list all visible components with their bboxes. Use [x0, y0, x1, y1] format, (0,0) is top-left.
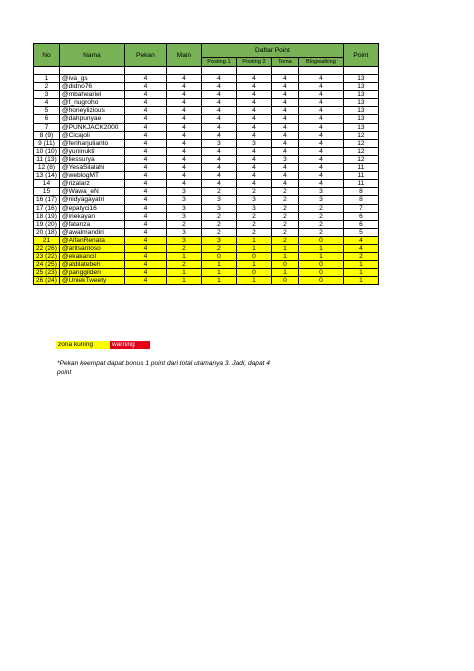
cell-blogwalking: 4	[298, 107, 343, 115]
header-tema: Tema	[271, 58, 298, 67]
cell-pekan: 4	[124, 212, 166, 220]
cell-point: 13	[343, 115, 378, 123]
cell-blogwalking: 1	[298, 253, 343, 261]
cell-no: 17 (16)	[34, 204, 60, 212]
cell-pekan: 4	[124, 107, 166, 115]
cell-nama: @awalmandiri	[59, 228, 124, 236]
cell-tema: 1	[271, 244, 298, 252]
cell-posting-2: 4	[236, 164, 271, 172]
cell-posting-1: 2	[201, 212, 236, 220]
cell-no: 14	[34, 180, 60, 188]
cell-pekan: 4	[124, 236, 166, 244]
cell-no: 2	[34, 83, 60, 91]
cell-posting-1: 1	[201, 261, 236, 269]
blank-cell	[59, 67, 124, 75]
cell-blogwalking: 4	[298, 99, 343, 107]
cell-no: 24 (25)	[34, 261, 60, 269]
cell-posting-2: 2	[236, 220, 271, 228]
cell-nama: @panggilden	[59, 269, 124, 277]
cell-tema: 1	[271, 253, 298, 261]
cell-posting-1: 4	[201, 155, 236, 163]
cell-nama: @YesaSilalahi	[59, 164, 124, 172]
cell-posting-2: 1	[236, 261, 271, 269]
cell-pekan: 4	[124, 180, 166, 188]
cell-no: 18 (19)	[34, 212, 60, 220]
cell-blogwalking: 1	[298, 244, 343, 252]
cell-point: 2	[343, 253, 378, 261]
cell-tema: 4	[271, 180, 298, 188]
cell-posting-1: 1	[201, 277, 236, 285]
cell-posting-2: 4	[236, 83, 271, 91]
cell-posting-2: 1	[236, 244, 271, 252]
cell-point: 7	[343, 204, 378, 212]
cell-blogwalking: 3	[298, 196, 343, 204]
cell-no: 19 (20)	[34, 220, 60, 228]
table-row	[34, 83, 379, 91]
cell-main: 4	[166, 99, 201, 107]
cell-posting-1: 2	[201, 228, 236, 236]
cell-point: 13	[343, 107, 378, 115]
cell-point: 13	[343, 83, 378, 91]
cell-posting-2: 4	[236, 147, 271, 155]
cell-nama: @ekakancil	[59, 253, 124, 261]
cell-blogwalking: 0	[298, 277, 343, 285]
footnote: *Pekan keempat dapat bonus 1 point dari total utamanya 3. Jadi, dapat 4 point	[57, 360, 270, 376]
cell-posting-1: 4	[201, 115, 236, 123]
cell-pekan: 4	[124, 172, 166, 180]
cell-point: 6	[343, 220, 378, 228]
cell-main: 3	[166, 188, 201, 196]
cell-blogwalking: 4	[298, 75, 343, 83]
cell-nama: @didno76	[59, 83, 124, 91]
cell-main: 2	[166, 220, 201, 228]
cell-blogwalking: 4	[298, 131, 343, 139]
header-point: Point	[343, 44, 378, 67]
cell-no: 1	[34, 75, 60, 83]
table-row	[34, 277, 379, 285]
cell-blogwalking: 2	[298, 228, 343, 236]
cell-nama: @epatyci16	[59, 204, 124, 212]
cell-tema: 4	[271, 91, 298, 99]
cell-tema: 0	[271, 277, 298, 285]
cell-main: 3	[166, 196, 201, 204]
cell-posting-1: 2	[201, 188, 236, 196]
cell-posting-2: 4	[236, 123, 271, 131]
table-row	[34, 244, 379, 252]
cell-posting-1: 4	[201, 131, 236, 139]
cell-posting-1: 2	[201, 220, 236, 228]
cell-pekan: 4	[124, 123, 166, 131]
cell-no: 21	[34, 236, 60, 244]
cell-no: 4	[34, 99, 60, 107]
cell-blogwalking: 4	[298, 139, 343, 147]
cell-blogwalking: 4	[298, 180, 343, 188]
header-posting-2: Posting 2	[236, 58, 271, 67]
cell-posting-1: 4	[201, 172, 236, 180]
cell-point: 13	[343, 75, 378, 83]
cell-main: 4	[166, 107, 201, 115]
cell-nama: @mbaheariel	[59, 91, 124, 99]
cell-posting-1: 3	[201, 196, 236, 204]
cell-pekan: 4	[124, 261, 166, 269]
cell-nama: @nidyagayatri	[59, 196, 124, 204]
cell-point: 12	[343, 139, 378, 147]
cell-no: 6	[34, 115, 60, 123]
table-row	[34, 180, 379, 188]
cell-main: 2	[166, 244, 201, 252]
cell-pekan: 4	[124, 277, 166, 285]
cell-no: 11 (13)	[34, 155, 60, 163]
cell-tema: 2	[271, 196, 298, 204]
table-row	[34, 261, 379, 269]
cell-nama: @iriekayan	[59, 212, 124, 220]
cell-posting-1: 4	[201, 180, 236, 188]
cell-main: 1	[166, 253, 201, 261]
cell-posting-1: 4	[201, 83, 236, 91]
cell-point: 1	[343, 269, 378, 277]
cell-tema: 2	[271, 204, 298, 212]
blank-cell	[34, 67, 60, 75]
cell-no: 7	[34, 123, 60, 131]
cell-pekan: 4	[124, 204, 166, 212]
cell-pekan: 4	[124, 91, 166, 99]
cell-posting-2: 0	[236, 269, 271, 277]
cell-posting-1: 2	[201, 244, 236, 252]
cell-no: 5	[34, 107, 60, 115]
table-row	[34, 131, 379, 139]
cell-main: 4	[166, 83, 201, 91]
cell-main: 3	[166, 236, 201, 244]
cell-no: 13 (14)	[34, 172, 60, 180]
cell-blogwalking: 4	[298, 172, 343, 180]
cell-tema: 0	[271, 261, 298, 269]
cell-no: 9 (11)	[34, 139, 60, 147]
table-row	[34, 164, 379, 172]
cell-main: 4	[166, 172, 201, 180]
table-row	[34, 139, 379, 147]
cell-tema: 2	[271, 236, 298, 244]
cell-point: 11	[343, 164, 378, 172]
table-row	[34, 123, 379, 131]
blank-cell	[271, 67, 298, 75]
cell-main: 4	[166, 91, 201, 99]
cell-pekan: 4	[124, 220, 166, 228]
cell-posting-1: 4	[201, 99, 236, 107]
cell-tema: 2	[271, 188, 298, 196]
cell-point: 1	[343, 277, 378, 285]
cell-posting-2: 4	[236, 75, 271, 83]
header-nama: Nama	[59, 44, 124, 67]
cell-blogwalking: 0	[298, 236, 343, 244]
cell-no: 10 (10)	[34, 147, 60, 155]
cell-nama: @iva_gs	[59, 75, 124, 83]
cell-main: 4	[166, 123, 201, 131]
cell-posting-2: 4	[236, 180, 271, 188]
cell-no: 12 (8)	[34, 164, 60, 172]
cell-no: 3	[34, 91, 60, 99]
cell-nama: @Cicajoli	[59, 131, 124, 139]
cell-main: 3	[166, 204, 201, 212]
cell-pekan: 4	[124, 155, 166, 163]
cell-point: 8	[343, 196, 378, 204]
cell-posting-2: 3	[236, 196, 271, 204]
cell-tema: 4	[271, 107, 298, 115]
cell-point: 6	[343, 212, 378, 220]
cell-pekan: 4	[124, 228, 166, 236]
table-row	[34, 196, 379, 204]
cell-nama: @PUNKJACK2000	[59, 123, 124, 131]
table-row	[34, 155, 379, 163]
cell-point: 11	[343, 180, 378, 188]
cell-main: 3	[166, 228, 201, 236]
cell-pekan: 4	[124, 139, 166, 147]
cell-point: 4	[343, 236, 378, 244]
cell-pekan: 4	[124, 253, 166, 261]
cell-pekan: 4	[124, 164, 166, 172]
cell-posting-1: 1	[201, 269, 236, 277]
cell-nama: @aritsantoso	[59, 244, 124, 252]
cell-tema: 4	[271, 99, 298, 107]
cell-point: 12	[343, 131, 378, 139]
cell-tema: 4	[271, 75, 298, 83]
cell-nama: @Wawa_eN	[59, 188, 124, 196]
cell-no: 20 (18)	[34, 228, 60, 236]
cell-point: 13	[343, 91, 378, 99]
cell-main: 1	[166, 269, 201, 277]
cell-blogwalking: 4	[298, 83, 343, 91]
cell-posting-1: 3	[201, 139, 236, 147]
cell-pekan: 4	[124, 147, 166, 155]
table-row	[34, 172, 379, 180]
table-row	[34, 75, 379, 83]
blank-cell	[236, 67, 271, 75]
cell-posting-1: 4	[201, 147, 236, 155]
cell-main: 4	[166, 180, 201, 188]
cell-pekan: 4	[124, 188, 166, 196]
cell-tema: 2	[271, 228, 298, 236]
cell-posting-2: 4	[236, 172, 271, 180]
table-row	[34, 253, 379, 261]
cell-nama: @liessurya	[59, 155, 124, 163]
cell-tema: 2	[271, 220, 298, 228]
cell-tema: 4	[271, 83, 298, 91]
cell-tema: 4	[271, 172, 298, 180]
cell-blogwalking: 4	[298, 91, 343, 99]
table-row	[34, 107, 379, 115]
cell-posting-1: 4	[201, 107, 236, 115]
cell-nama: @honeylizious	[59, 107, 124, 115]
cell-main: 3	[166, 212, 201, 220]
cell-tema: 1	[271, 269, 298, 277]
cell-posting-2: 1	[236, 277, 271, 285]
blank-cell	[298, 67, 343, 75]
cell-posting-1: 0	[201, 253, 236, 261]
cell-blogwalking: 0	[298, 269, 343, 277]
blank-cell	[124, 67, 166, 75]
cell-nama: @fatanza	[59, 220, 124, 228]
cell-main: 4	[166, 75, 201, 83]
cell-nama: @UniekTweety	[59, 277, 124, 285]
cell-blogwalking: 4	[298, 123, 343, 131]
cell-pekan: 4	[124, 83, 166, 91]
cell-nama: @f_nugroho	[59, 99, 124, 107]
cell-posting-2: 4	[236, 115, 271, 123]
cell-posting-2: 0	[236, 253, 271, 261]
blank-row	[34, 67, 379, 75]
cell-posting-2: 3	[236, 139, 271, 147]
table-row	[34, 220, 379, 228]
table-row	[34, 99, 379, 107]
cell-point: 13	[343, 123, 378, 131]
table-row	[34, 91, 379, 99]
cell-no: 15	[34, 188, 60, 196]
cell-posting-2: 3	[236, 204, 271, 212]
ranking-table	[33, 43, 379, 285]
cell-tema: 4	[271, 115, 298, 123]
cell-pekan: 4	[124, 99, 166, 107]
header-pekan: Pekan	[124, 44, 166, 67]
cell-main: 4	[166, 155, 201, 163]
cell-pekan: 4	[124, 75, 166, 83]
cell-tema: 2	[271, 212, 298, 220]
cell-pekan: 4	[124, 115, 166, 123]
cell-main: 4	[166, 147, 201, 155]
cell-tema: 4	[271, 147, 298, 155]
cell-posting-1: 3	[201, 204, 236, 212]
cell-posting-1: 4	[201, 91, 236, 99]
cell-main: 4	[166, 131, 201, 139]
cell-posting-1: 4	[201, 164, 236, 172]
cell-point: 1	[343, 261, 378, 269]
cell-nama: @dahpunyae	[59, 115, 124, 123]
cell-nama: @feriharjulianto	[59, 139, 124, 147]
cell-posting-1: 3	[201, 236, 236, 244]
cell-no: 16 (17)	[34, 196, 60, 204]
cell-no: 25 (23)	[34, 269, 60, 277]
table-body	[34, 67, 379, 285]
cell-tema: 3	[271, 155, 298, 163]
cell-tema: 4	[271, 123, 298, 131]
header-main: Main	[166, 44, 201, 67]
cell-posting-2: 2	[236, 212, 271, 220]
header-posting-1: Posting 1	[201, 58, 236, 67]
cell-pekan: 4	[124, 269, 166, 277]
cell-point: 11	[343, 172, 378, 180]
table-row	[34, 228, 379, 236]
cell-posting-2: 4	[236, 155, 271, 163]
blank-cell	[343, 67, 378, 75]
cell-nama: @AlfanRenata	[59, 236, 124, 244]
cell-point: 12	[343, 155, 378, 163]
cell-nama: @weblogMT	[59, 172, 124, 180]
header-daftar-point: Daftar Point	[201, 44, 343, 58]
cell-point: 8	[343, 188, 378, 196]
cell-blogwalking: 4	[298, 115, 343, 123]
cell-tema: 4	[271, 139, 298, 147]
table-row	[34, 236, 379, 244]
cell-posting-2: 4	[236, 107, 271, 115]
table-row	[34, 204, 379, 212]
header-blogwalking: Blogwalking	[298, 58, 343, 67]
cell-posting-2: 1	[236, 236, 271, 244]
cell-main: 4	[166, 164, 201, 172]
cell-no: 23 (22)	[34, 253, 60, 261]
cell-blogwalking: 2	[298, 204, 343, 212]
cell-tema: 4	[271, 164, 298, 172]
table-row	[34, 212, 379, 220]
cell-nama: @yuninukti	[59, 147, 124, 155]
blank-cell	[166, 67, 201, 75]
table-row	[34, 147, 379, 155]
cell-posting-2: 2	[236, 228, 271, 236]
cell-point: 13	[343, 99, 378, 107]
cell-blogwalking: 2	[298, 220, 343, 228]
cell-point: 12	[343, 147, 378, 155]
cell-posting-1: 4	[201, 75, 236, 83]
cell-posting-2: 4	[236, 91, 271, 99]
cell-main: 4	[166, 139, 201, 147]
cell-pekan: 4	[124, 244, 166, 252]
cell-blogwalking: 3	[298, 188, 343, 196]
cell-main: 2	[166, 261, 201, 269]
table-header	[34, 44, 379, 67]
cell-no: 22 (26)	[34, 244, 60, 252]
header-no: No	[34, 44, 60, 67]
cell-point: 5	[343, 228, 378, 236]
cell-posting-1: 4	[201, 123, 236, 131]
cell-nama: @aldilatebeh	[59, 261, 124, 269]
cell-blogwalking: 2	[298, 212, 343, 220]
blank-cell	[201, 67, 236, 75]
cell-blogwalking: 0	[298, 261, 343, 269]
cell-main: 4	[166, 115, 201, 123]
legend-zona-kuning: zona kuning	[56, 341, 110, 349]
cell-main: 1	[166, 277, 201, 285]
cell-pekan: 4	[124, 196, 166, 204]
cell-point: 4	[343, 244, 378, 252]
cell-tema: 4	[271, 131, 298, 139]
table-row	[34, 188, 379, 196]
cell-posting-2: 4	[236, 99, 271, 107]
cell-blogwalking: 4	[298, 164, 343, 172]
table-row	[34, 269, 379, 277]
legend-warning: warning	[110, 341, 150, 349]
cell-posting-2: 4	[236, 131, 271, 139]
cell-blogwalking: 4	[298, 147, 343, 155]
cell-no: 26 (24)	[34, 277, 60, 285]
cell-blogwalking: 4	[298, 155, 343, 163]
cell-no: 8 (9)	[34, 131, 60, 139]
cell-nama: @rizalarz	[59, 180, 124, 188]
table-row	[34, 115, 379, 123]
cell-posting-2: 2	[236, 188, 271, 196]
cell-pekan: 4	[124, 131, 166, 139]
